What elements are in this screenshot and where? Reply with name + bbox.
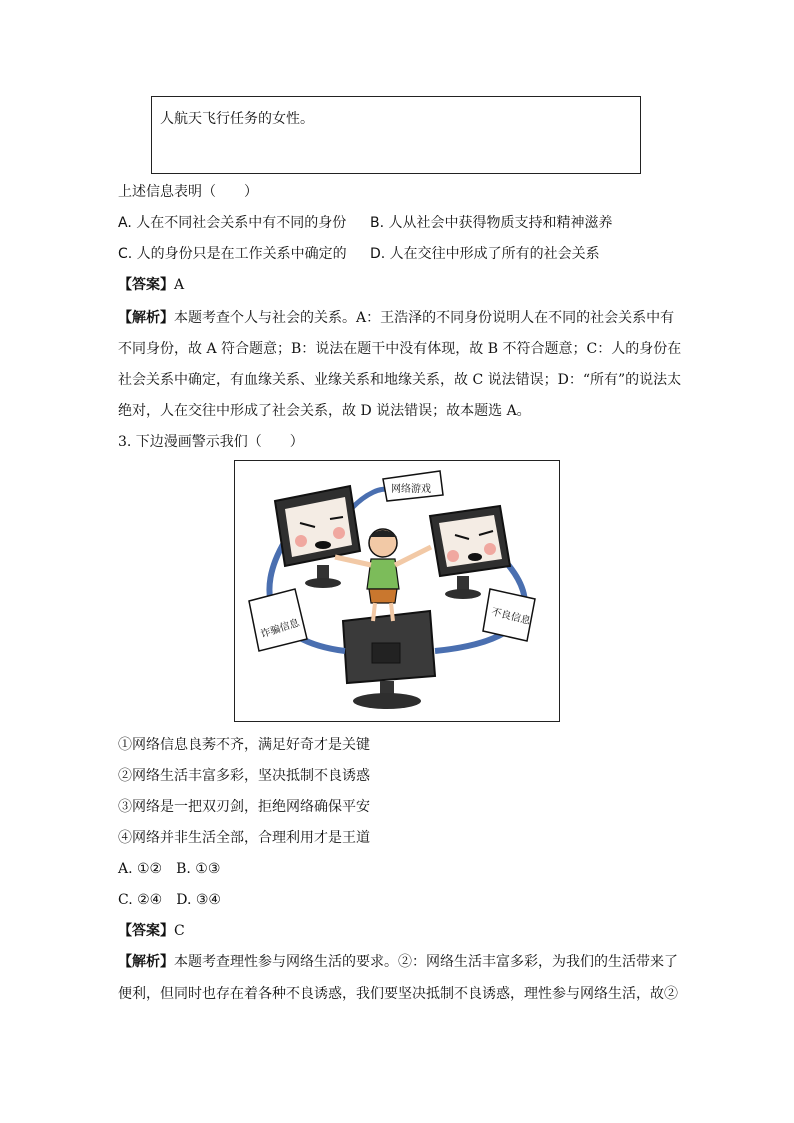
q2-analysis-line-2: 不同身份，故 A 符合题意；B：说法在题干中没有体现，故 B 不符合题意；C：人的身份在 (118, 341, 682, 357)
sign-fraud-info-text: 诈骗信息 (259, 617, 301, 641)
q3-options-row-2: C. ②④ D. ③④ (118, 892, 221, 908)
q2-option-c: C. 人的身份只是在工作关系中确定的 (118, 246, 347, 262)
q2-analysis-line-4: 绝对，人在交往中形成了社会关系，故 D 说法错误；故本题选 A。 (118, 403, 531, 419)
context-text: 人航天飞行任务的女性。 (160, 111, 314, 127)
q2-answer-label: 【答案】 (118, 277, 174, 293)
bottom-monitor (343, 611, 435, 709)
q2-option-a: A. 人在不同社会关系中有不同的身份 (118, 215, 347, 231)
q2-stem: 上述信息表明（ ） (118, 184, 258, 200)
right-monitor (430, 506, 510, 599)
q3-answer-label: 【答案】 (118, 923, 174, 939)
sign-harmful-info-text: 不良信息 (490, 606, 532, 628)
q3-analysis-text-1: 本题考查理性参与网络生活的要求。②：网络生活丰富多彩，为我们的生活带来了 (174, 954, 678, 970)
left-monitor (275, 486, 360, 588)
q3-options-row-1: A. ①② B. ①③ (118, 861, 221, 877)
q3-analysis-line-2: 便利，但同时也存在着各种不良诱惑，我们要坚决抵制不良诱惑，理性参与网络生活，故② (118, 986, 678, 1002)
context-box (151, 96, 641, 174)
q3-statement-2: ②网络生活丰富多彩，坚决抵制不良诱惑 (118, 768, 370, 784)
cartoon-image (234, 460, 560, 722)
q3-statement-1: ①网络信息良莠不齐，满足好奇才是关键 (118, 737, 370, 753)
sign-fraud-info (249, 589, 307, 651)
q2-option-b: B. 人从社会中获得物质支持和精神滋养 (370, 215, 613, 231)
q3-analysis-label: 【解析】 (118, 954, 174, 970)
q2-analysis-line-3: 社会关系中确定，有血缘关系、业缘关系和地缘关系，故 C 说法错误；D：“所有”的说法太 (118, 372, 682, 388)
q2-option-d: D. 人在交往中形成了所有的社会关系 (370, 246, 600, 262)
q2-analysis-text-1: 本题考查个人与社会的关系。A：王浩泽的不同身份说明人在不同的社会关系中有 (174, 310, 675, 326)
q3-answer (118, 921, 185, 941)
sign-harmful-info (483, 589, 535, 641)
q3-statement-3: ③网络是一把双刃剑，拒绝网络确保平安 (118, 799, 370, 815)
q3-answer-value: C (174, 923, 185, 939)
q2-answer (118, 275, 184, 295)
q3-stem: 3. 下边漫画警示我们（ ） (118, 434, 304, 450)
sign-online-games (383, 471, 443, 501)
q2-analysis-label: 【解析】 (118, 310, 174, 326)
q2-analysis-line-1 (118, 308, 674, 328)
q3-statement-4: ④网络并非生活全部，合理利用才是王道 (118, 830, 370, 846)
q2-answer-value: A (174, 277, 185, 293)
sign-online-games-text: 网络游戏 (391, 484, 431, 495)
cartoon-illustration (235, 461, 559, 721)
q3-analysis-line-1 (118, 952, 678, 972)
